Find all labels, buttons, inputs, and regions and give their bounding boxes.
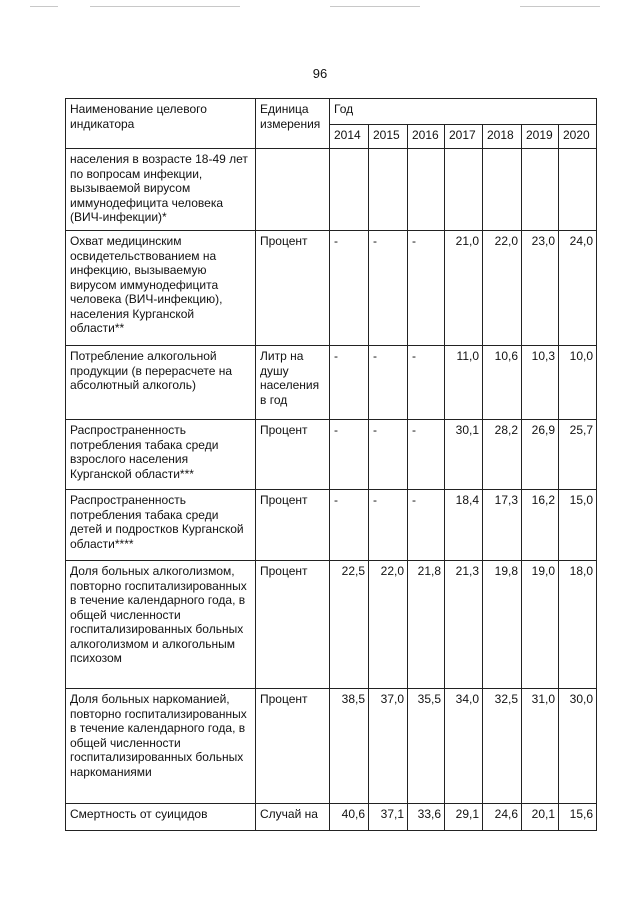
value-cell: - bbox=[330, 420, 369, 490]
value-cell: 10,3 bbox=[522, 346, 559, 420]
value-cell: - bbox=[408, 346, 445, 420]
indicator-name-cell: Охват медицинским освидетельствованием на инфекцию, вызываемую вирусом иммунодефицита человека (ВИЧ-инфекцию), населения Курганской области** bbox=[66, 231, 256, 346]
value-cell: 40,6 bbox=[330, 804, 369, 831]
value-cell: 18,0 bbox=[559, 561, 597, 689]
value-cell: 37,1 bbox=[369, 804, 408, 831]
indicator-name-cell: Распространенность потребления табака среди детей и подростков Курганской области**** bbox=[66, 490, 256, 561]
table-row bbox=[66, 804, 597, 831]
table-row bbox=[66, 561, 597, 689]
value-cell: 20,1 bbox=[522, 804, 559, 831]
value-cell: - bbox=[408, 231, 445, 346]
table-row bbox=[66, 346, 597, 420]
value-cell: 23,0 bbox=[522, 231, 559, 346]
value-cell: 25,7 bbox=[559, 420, 597, 490]
unit-cell bbox=[256, 149, 330, 231]
value-cell: 10,0 bbox=[559, 346, 597, 420]
unit-cell: Процент bbox=[256, 231, 330, 346]
header-year-cell: 2020 bbox=[559, 125, 597, 149]
indicator-name-cell: Потребление алкогольной продукции (в перерасчете на абсолютный алкоголь) bbox=[66, 346, 256, 420]
value-cell bbox=[522, 149, 559, 231]
value-cell: - bbox=[369, 346, 408, 420]
value-cell: 21,0 bbox=[445, 231, 483, 346]
value-cell: 11,0 bbox=[445, 346, 483, 420]
value-cell: - bbox=[369, 420, 408, 490]
value-cell: - bbox=[408, 490, 445, 561]
value-cell bbox=[408, 149, 445, 231]
value-cell: 26,9 bbox=[522, 420, 559, 490]
value-cell: 30,0 bbox=[559, 689, 597, 804]
table-row bbox=[66, 149, 597, 231]
header-year-cell: 2014 bbox=[330, 125, 369, 149]
indicator-name-cell: Доля больных алкоголизмом, повторно госпитализированных в течение календарного года, в общей численности госпитализированных больных алкоголизмом и алкогольным психозом bbox=[66, 561, 256, 689]
value-cell: 18,4 bbox=[445, 490, 483, 561]
value-cell: 21,3 bbox=[445, 561, 483, 689]
header-year-cell: 2018 bbox=[483, 125, 522, 149]
scan-edge-line bbox=[30, 6, 58, 7]
table-row bbox=[66, 231, 597, 346]
value-cell: 22,5 bbox=[330, 561, 369, 689]
value-cell: - bbox=[330, 346, 369, 420]
value-cell bbox=[369, 149, 408, 231]
value-cell: 19,0 bbox=[522, 561, 559, 689]
value-cell: - bbox=[408, 420, 445, 490]
value-cell bbox=[559, 149, 597, 231]
value-cell: 22,0 bbox=[369, 561, 408, 689]
scan-edge-line bbox=[90, 6, 240, 7]
value-cell: 10,6 bbox=[483, 346, 522, 420]
header-unit: Единица измерения bbox=[256, 99, 330, 149]
value-cell: 31,0 bbox=[522, 689, 559, 804]
value-cell: 35,5 bbox=[408, 689, 445, 804]
table-row bbox=[66, 420, 597, 490]
scan-edge-line bbox=[520, 6, 600, 7]
value-cell: 37,0 bbox=[369, 689, 408, 804]
indicator-name-cell: населения в возрасте 18-49 лет по вопросам инфекции, вызываемой вирусом иммунодефицита человека (ВИЧ-инфекции)* bbox=[66, 149, 256, 231]
header-year-cell: 2016 bbox=[408, 125, 445, 149]
value-cell: 32,5 bbox=[483, 689, 522, 804]
value-cell: 38,5 bbox=[330, 689, 369, 804]
value-cell: 28,2 bbox=[483, 420, 522, 490]
value-cell: 33,6 bbox=[408, 804, 445, 831]
indicator-name-cell: Доля больных наркоманией, повторно госпитализированных в течение календарного года, в общей численности госпитализированных больных наркоманиями bbox=[66, 689, 256, 804]
value-cell: 24,6 bbox=[483, 804, 522, 831]
indicator-name-cell: Распространенность потребления табака среди взрослого населения Курганской области*** bbox=[66, 420, 256, 490]
indicators-table bbox=[65, 98, 597, 831]
value-cell: 29,1 bbox=[445, 804, 483, 831]
value-cell: 15,0 bbox=[559, 490, 597, 561]
value-cell: 22,0 bbox=[483, 231, 522, 346]
header-year: Год bbox=[330, 99, 597, 125]
unit-cell: Процент bbox=[256, 689, 330, 804]
table-row bbox=[66, 689, 597, 804]
value-cell: 16,2 bbox=[522, 490, 559, 561]
value-cell: 30,1 bbox=[445, 420, 483, 490]
value-cell bbox=[445, 149, 483, 231]
value-cell: 15,6 bbox=[559, 804, 597, 831]
value-cell: 24,0 bbox=[559, 231, 597, 346]
value-cell: - bbox=[330, 490, 369, 561]
value-cell: 19,8 bbox=[483, 561, 522, 689]
unit-cell: Случай на bbox=[256, 804, 330, 831]
value-cell: 21,8 bbox=[408, 561, 445, 689]
table-row bbox=[66, 490, 597, 561]
header-year-cell: 2015 bbox=[369, 125, 408, 149]
value-cell bbox=[330, 149, 369, 231]
header-indicator-name: Наименование целевого индикатора bbox=[66, 99, 256, 149]
scan-edge-line bbox=[330, 6, 420, 7]
value-cell bbox=[483, 149, 522, 231]
value-cell: 34,0 bbox=[445, 689, 483, 804]
value-cell: - bbox=[369, 231, 408, 346]
header-year-cell: 2019 bbox=[522, 125, 559, 149]
indicator-name-cell: Смертность от суицидов bbox=[66, 804, 256, 831]
header-year-cell: 2017 bbox=[445, 125, 483, 149]
unit-cell: Процент bbox=[256, 490, 330, 561]
unit-cell: Процент bbox=[256, 420, 330, 490]
unit-cell: Литр на душу населения в год bbox=[256, 346, 330, 420]
page-number: 96 bbox=[312, 66, 328, 81]
unit-cell: Процент bbox=[256, 561, 330, 689]
value-cell: - bbox=[369, 490, 408, 561]
value-cell: 17,3 bbox=[483, 490, 522, 561]
value-cell: - bbox=[330, 231, 369, 346]
